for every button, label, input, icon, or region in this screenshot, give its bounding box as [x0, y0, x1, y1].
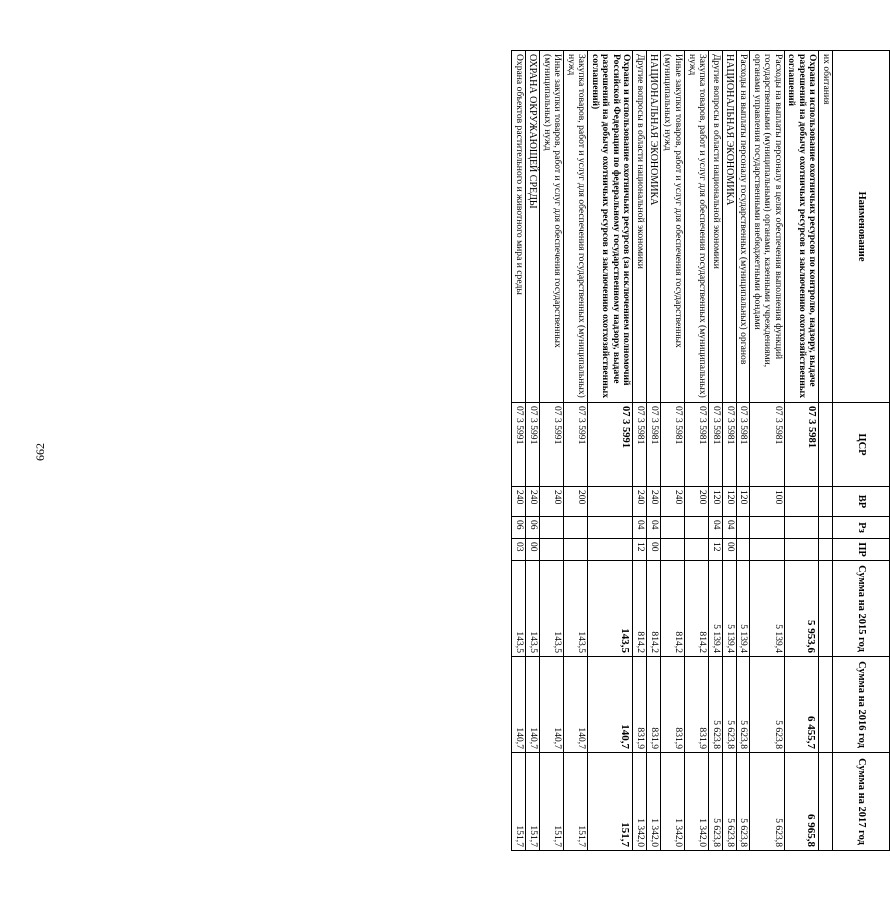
budget-table [511, 50, 890, 851]
cell-rz: 06 [512, 517, 526, 539]
cell-rz [539, 517, 563, 539]
cell-vr: 240 [512, 487, 526, 517]
cell-sum-2016: 831,9 [660, 657, 684, 753]
table-row [646, 51, 660, 851]
cell-name: их обитания [819, 51, 833, 403]
cell-csr: 07 3 5981 [633, 403, 647, 487]
cell-rz: 04 [633, 517, 647, 539]
cell-rz [819, 517, 833, 539]
cell-sum-2017: 1 342,0 [633, 753, 647, 851]
table-row [722, 51, 736, 851]
cell-sum-2016 [819, 657, 833, 753]
cell-sum-2015: 814,2 [646, 561, 660, 657]
cell-rz [660, 517, 684, 539]
cell-vr: 240 [646, 487, 660, 517]
cell-sum-2015: 143,5 [588, 561, 633, 657]
cell-sum-2016: 831,9 [684, 657, 708, 753]
cell-sum-2015: 143,5 [539, 561, 563, 657]
cell-sum-2016: 5 623,8 [750, 657, 785, 753]
cell-pr: 00 [646, 539, 660, 561]
cell-pr [539, 539, 563, 561]
cell-pr [588, 539, 633, 561]
table-row [539, 51, 563, 851]
cell-vr: 240 [539, 487, 563, 517]
cell-name: Закупка товаров, работ и услуг для обеспечения государственных (муниципальных) нужд [564, 51, 588, 403]
cell-sum-2016: 140,7 [539, 657, 563, 753]
cell-vr [588, 487, 633, 517]
cell-sum-2017: 5 623,8 [722, 753, 736, 851]
cell-name: Охрана и использование охотничьих ресурсов (за исключением полномочий Российской Федерации по федеральному государственному надзору, выдаче разрешений на добычу охотничьих ресурсов и заключению охотхозяйственных соглашений) [588, 51, 633, 403]
cell-csr: 07 3 5981 [722, 403, 736, 487]
cell-vr [784, 487, 819, 517]
cell-csr: 07 3 5991 [539, 403, 563, 487]
cell-rz [784, 517, 819, 539]
cell-name: ОХРАНА ОКРУЖАЮЩЕЙ СРЕДЫ [525, 51, 539, 403]
table-row [564, 51, 588, 851]
cell-sum-2016: 140,7 [588, 657, 633, 753]
cell-sum-2015: 143,5 [512, 561, 526, 657]
cell-sum-2015: 5 139,4 [722, 561, 736, 657]
cell-pr [564, 539, 588, 561]
header-name: Наименование [833, 51, 890, 403]
cell-csr: 07 3 5981 [684, 403, 708, 487]
cell-sum-2017: 6 965,8 [784, 753, 819, 851]
cell-vr: 240 [660, 487, 684, 517]
cell-csr [819, 403, 833, 487]
cell-csr: 07 3 5981 [660, 403, 684, 487]
cell-rz [564, 517, 588, 539]
cell-sum-2015: 5 953,6 [784, 561, 819, 657]
cell-pr: 03 [512, 539, 526, 561]
cell-csr: 07 3 5981 [709, 403, 723, 487]
cell-name: Охрана объектов растительного и животного мира и среды [512, 51, 526, 403]
header-row [833, 51, 890, 851]
cell-sum-2017: 151,7 [539, 753, 563, 851]
cell-sum-2015: 814,2 [633, 561, 647, 657]
table-row [684, 51, 708, 851]
cell-csr: 07 3 5981 [736, 403, 750, 487]
table-row [588, 51, 633, 851]
header-sum-2015: Сумма на 2015 год [833, 561, 890, 657]
cell-rz: 04 [722, 517, 736, 539]
table-row [750, 51, 785, 851]
cell-pr: 00 [525, 539, 539, 561]
cell-rz [684, 517, 708, 539]
cell-pr: 12 [709, 539, 723, 561]
table-row [525, 51, 539, 851]
cell-pr [750, 539, 785, 561]
cell-sum-2017: 5 623,8 [750, 753, 785, 851]
cell-sum-2016: 831,9 [646, 657, 660, 753]
header-sum-2017: Сумма на 2017 год [833, 753, 890, 851]
cell-pr [684, 539, 708, 561]
cell-name: Иные закупки товаров, работ и услуг для обеспечения государственных (муниципальных) нужд [539, 51, 563, 403]
cell-sum-2017: 151,7 [512, 753, 526, 851]
cell-name: Закупка товаров, работ и услуг для обеспечения государственных (муниципальных) нужд [684, 51, 708, 403]
header-vr: ВР [833, 487, 890, 517]
table-row [784, 51, 819, 851]
cell-sum-2015 [819, 561, 833, 657]
rotated-page-content [511, 50, 890, 851]
cell-sum-2015: 5 139,4 [709, 561, 723, 657]
cell-sum-2017 [819, 753, 833, 851]
cell-vr: 200 [684, 487, 708, 517]
header-pr: ПР [833, 539, 890, 561]
cell-csr: 07 3 5981 [646, 403, 660, 487]
cell-sum-2016: 5 623,8 [709, 657, 723, 753]
cell-vr [819, 487, 833, 517]
cell-sum-2017: 1 342,0 [660, 753, 684, 851]
cell-csr: 07 3 5991 [588, 403, 633, 487]
cell-sum-2017: 151,7 [564, 753, 588, 851]
cell-csr: 07 3 5981 [784, 403, 819, 487]
cell-sum-2017: 151,7 [588, 753, 633, 851]
cell-pr [819, 539, 833, 561]
cell-sum-2015: 5 139,4 [750, 561, 785, 657]
cell-pr [736, 539, 750, 561]
cell-name: НАЦИОНАЛЬНАЯ ЭКОНОМИКА [722, 51, 736, 403]
cell-csr: 07 3 5991 [564, 403, 588, 487]
cell-vr: 240 [633, 487, 647, 517]
cell-sum-2015: 5 139,4 [736, 561, 750, 657]
cell-rz [736, 517, 750, 539]
cell-sum-2017: 5 623,8 [736, 753, 750, 851]
cell-sum-2016: 140,7 [564, 657, 588, 753]
cell-pr: 00 [722, 539, 736, 561]
cell-vr: 240 [525, 487, 539, 517]
cell-rz: 06 [525, 517, 539, 539]
cell-vr: 120 [709, 487, 723, 517]
table-row [819, 51, 833, 851]
cell-rz [588, 517, 633, 539]
cell-csr: 07 3 5981 [750, 403, 785, 487]
table-row [736, 51, 750, 851]
header-sum-2016: Сумма на 2016 год [833, 657, 890, 753]
cell-name: Расходы на выплаты персоналу государственных (муниципальных) органов [736, 51, 750, 403]
cell-vr: 120 [736, 487, 750, 517]
cell-csr: 07 3 5991 [525, 403, 539, 487]
cell-csr: 07 3 5991 [512, 403, 526, 487]
cell-sum-2016: 140,7 [512, 657, 526, 753]
table-row [512, 51, 526, 851]
cell-sum-2015: 814,2 [684, 561, 708, 657]
cell-name: Другие вопросы в области национальной экономики [709, 51, 723, 403]
header-csr: ЦСР [833, 403, 890, 487]
cell-name: НАЦИОНАЛЬНАЯ ЭКОНОМИКА [646, 51, 660, 403]
cell-name: Иные закупки товаров, работ и услуг для обеспечения государственных (муниципальных) нужд [660, 51, 684, 403]
table-row [709, 51, 723, 851]
page-number: 662 [33, 443, 47, 461]
cell-sum-2016: 140,7 [525, 657, 539, 753]
header-rz: Рз [833, 517, 890, 539]
cell-sum-2017: 151,7 [525, 753, 539, 851]
cell-vr: 120 [722, 487, 736, 517]
cell-name: Охрана и использование охотничьих ресурсов по контролю, надзору, выдаче разрешений на добычу охотничьих ресурсов и заключению охотхозяйственных соглашений [784, 51, 819, 403]
cell-rz: 04 [646, 517, 660, 539]
cell-pr: 12 [633, 539, 647, 561]
cell-sum-2016: 5 623,8 [736, 657, 750, 753]
cell-vr: 200 [564, 487, 588, 517]
cell-sum-2017: 1 342,0 [684, 753, 708, 851]
cell-name: Другие вопросы в области национальной экономики [633, 51, 647, 403]
cell-rz [750, 517, 785, 539]
cell-sum-2017: 5 623,8 [709, 753, 723, 851]
cell-rz: 04 [709, 517, 723, 539]
table-row [633, 51, 647, 851]
cell-sum-2015: 143,5 [564, 561, 588, 657]
table-row [660, 51, 684, 851]
cell-vr: 100 [750, 487, 785, 517]
cell-name: Расходы на выплаты персоналу в целях обеспечения выполнения функций государственными (муниципальными) органами, казенными учреждениями, органами управления государственными внебюджетными фондами [750, 51, 785, 403]
cell-pr [660, 539, 684, 561]
cell-sum-2015: 814,2 [660, 561, 684, 657]
cell-sum-2016: 5 623,8 [722, 657, 736, 753]
cell-sum-2015: 143,5 [525, 561, 539, 657]
cell-sum-2016: 6 455,7 [784, 657, 819, 753]
cell-sum-2017: 1 342,0 [646, 753, 660, 851]
cell-sum-2016: 831,9 [633, 657, 647, 753]
cell-pr [784, 539, 819, 561]
